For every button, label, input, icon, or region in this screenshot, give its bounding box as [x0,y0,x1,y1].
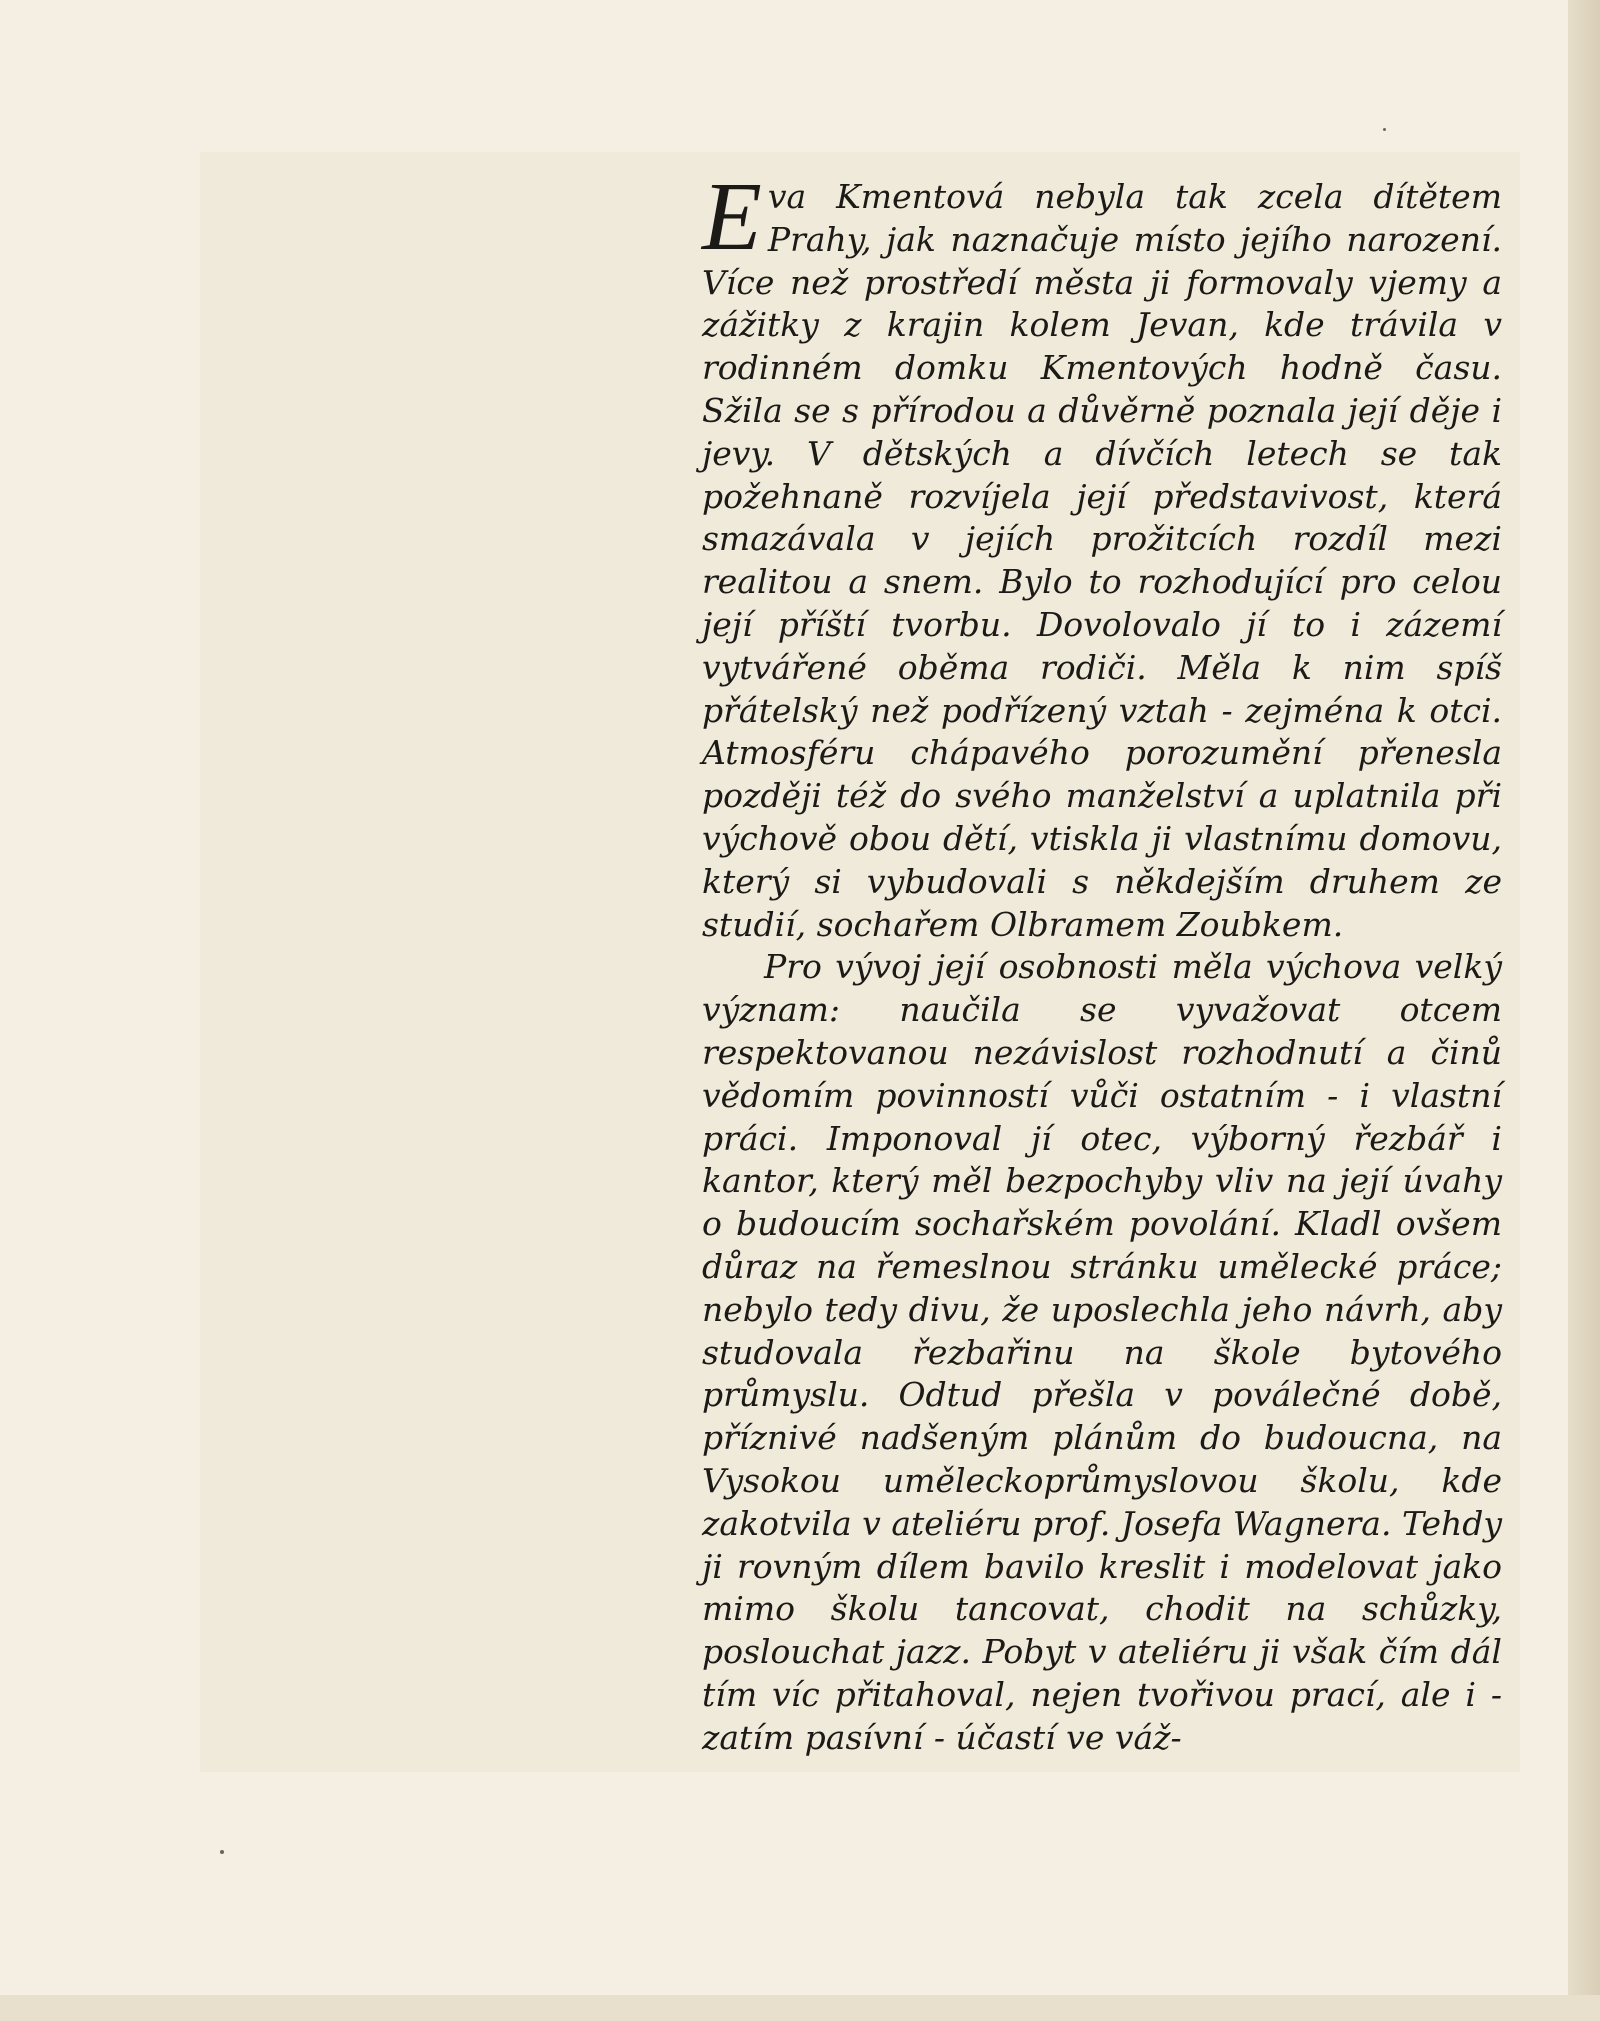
paragraph-1 [702,163,1502,946]
drop-cap: E [702,163,762,271]
paragraph-2: Pro vývoj její osobnosti měla výchova velký význam: naučila se vyvažovat otcem respektovanou nezávislost rozhodnutí a činů vědomím povinností vůči ostatním - i vlastní práci. Imponoval jí otec, výborný řezbář i kantor, který měl bezpochyby vliv na její úvahy o budoucím sochařském povolání. Kladl ovšem důraz na řemeslnou stránku umělecké práce; nebylo tedy divu, že uposlechla jeho návrh, aby studovala řezbařinu na škole bytového průmyslu. Odtud přešla v poválečné době, příznivé nadšeným plánům do budoucna, na Vysokou uměleckoprůmyslovou školu, kde zakotvila v ateliéru prof. Josefa Wagnera. Tehdy ji rovným dílem bavilo kreslit i modelovat jako mimo školu tancovat, chodit na schůzky, poslouchat jazz. Pobyt v ateliéru ji však čím dál tím víc přitahoval, nejen tvořivou prací, ale i - zatím pasívní - účastí ve váž- [702,947,1502,1757]
page-edge [1568,0,1600,2021]
page-bottom-edge [0,1995,1600,2021]
article-text [702,163,1502,1759]
dust-speck [220,1850,224,1854]
dust-speck [1383,128,1386,131]
paragraph-1-text: va Kmentová nebyla tak zcela dítětem Prahy, jak naznačuje místo jejího narození. Více než prostředí města ji formovaly vjemy a zážitky z krajin kolem Jevan, kde trávila v rodinném domku Kmentových hodně času. Sžila se s přírodou a důvěrně poznala její děje i jevy. V dětských a dívčích letech se tak požehnaně rozvíjela její představivost, která smazávala v jejích prožitcích rozdíl mezi realitou a snem. Bylo to rozhodující pro celou její příští tvorbu. Dovolovalo jí to i zázemí vytvářené oběma rodiči. Měla k nim spíš přátelský než podřízený vztah - zejména k otci. Atmosféru chápavého porozumění přenesla později též do svého manželství a uplatnila při výchově obou dětí, vtiskla ji vlastnímu domovu, který si vybudovali s někdejším druhem ze studií, sochařem Olbramem Zoubkem. [702,177,1502,944]
